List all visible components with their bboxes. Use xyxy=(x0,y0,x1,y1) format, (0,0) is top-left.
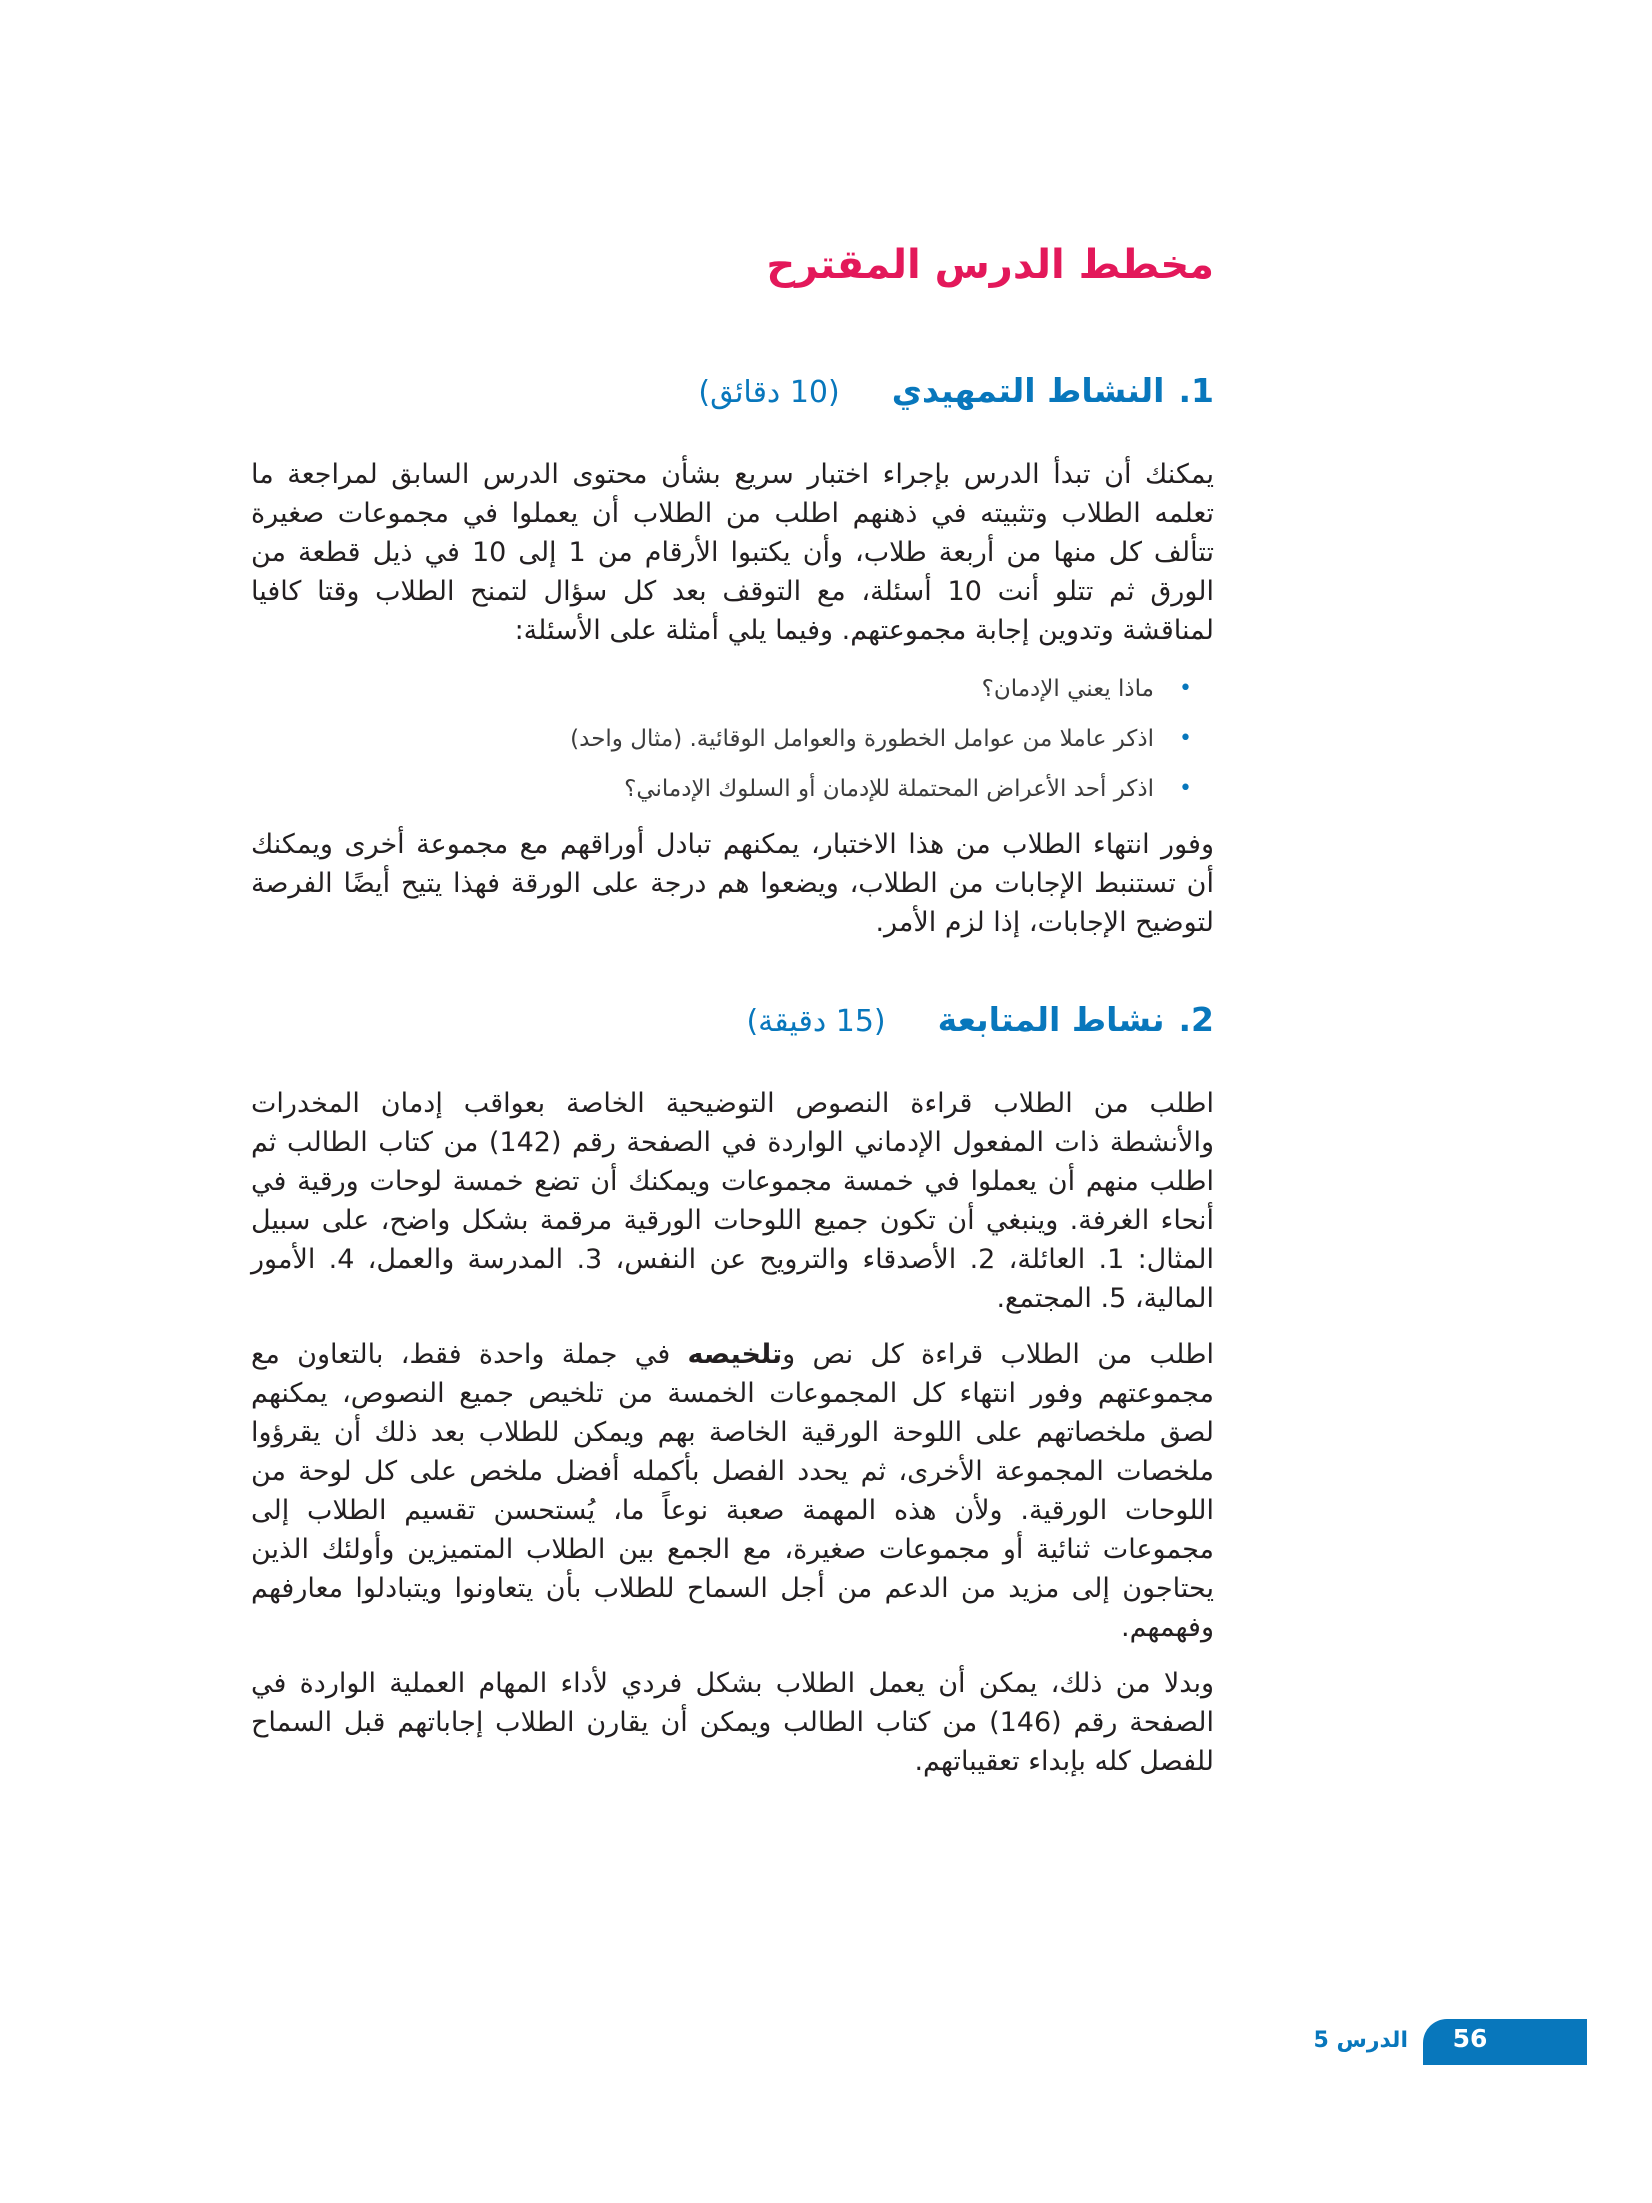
page-number: 56 xyxy=(1452,2024,1488,2053)
section-1-closing: وفور انتهاء الطلاب من هذا الاختبار، يمكنهم تبادل أوراقهم مع مجموعة أخرى ويمكنك أن تستنبط الإجابات من الطلاب، ويضعوا هم درجة على الورقة فهذا يتيح أيضًا الفرصة لتوضيح الإجابات، إذا لزم الأمر. xyxy=(251,829,1214,938)
question-item: • اذكر أحد الأعراض المحتملة للإدمان أو السلوك الإدماني؟ xyxy=(251,773,1214,805)
section-2-paragraph-1: اطلب من الطلاب قراءة النصوص التوضيحية الخاصة بعواقب إدمان المخدرات والأنشطة ذات المفعول الإدماني الواردة في الصفحة رقم (142) من كتاب الطالب ثم اطلب منهم أن يعملوا في خمسة مجموعات ويمكنك أن تضع خمسة لوحات ورقية في أنحاء الغرفة. وينبغي أن تكون جميع اللوحات الورقية مرقمة بشكل واضح، على سبيل المثال: 1. العائلة، 2. الأصدقاء والترويح عن النفس، 3. المدرسة والعمل، 4. الأمور المالية، 5. المجتمع. xyxy=(251,1088,1215,1314)
section-1-intro-block xyxy=(251,455,1214,650)
section-2-heading xyxy=(746,1000,1214,1039)
paragraph-2-start: اطلب من الطلاب قراءة كل نص و xyxy=(782,1339,1214,1370)
question-item: • اذكر عاملا من عوامل الخطورة والعوامل الوقائية. (مثال واحد) xyxy=(251,723,1214,755)
section-2-title: نشاط المتابعة xyxy=(937,1000,1165,1039)
section-2-paragraph-3: وبدلا من ذلك، يمكن أن يعمل الطلاب بشكل فردي لأداء المهام العملية الواردة في الصفحة رقم (146) من كتاب الطالب ويمكن أن يقارن الطلاب إجاباتهم قبل السماح للفصل كله بإبداء تعقيباتهم. xyxy=(251,1668,1214,1777)
section-2-paragraph-2 xyxy=(251,1335,1214,1647)
section-2-number: 2. xyxy=(1178,1000,1214,1039)
summarize-emphasis: تلخيصه xyxy=(687,1339,783,1370)
section-1-heading xyxy=(698,371,1214,410)
section-2-duration: (15 دقيقة) xyxy=(746,1004,886,1039)
section-1-title: النشاط التمهيدي xyxy=(891,371,1165,410)
question-list xyxy=(251,673,1214,805)
section-1-closing-block xyxy=(251,825,1214,942)
section-1-questions-block xyxy=(251,673,1214,823)
section-1-intro: يمكنك أن تبدأ الدرس بإجراء اختبار سريع بشأن محتوى الدرس السابق لمراجعة ما تعلمه الطلاب وتثبيته في ذهنهم اطلب من الطلاب أن يعملوا في مجموعات صغيرة تتألف كل منها من أربعة طلاب، وأن يكتبوا الأرقام من 1 إلى 10 في ذيل قطعة من الورق ثم تتلو أنت 10 أسئلة، مع التوقف بعد كل سؤال لتمنح الطلاب وقتا كافيا لمناقشة وتدوين إجابة مجموعتهم. وفيما يلي أمثلة على الأسئلة: xyxy=(251,459,1214,646)
section-1-duration: (10 دقائق) xyxy=(698,375,840,410)
lesson-label: الدرس 5 xyxy=(1313,2028,1408,2053)
section-2-body xyxy=(251,1084,1214,1781)
section-1-number: 1. xyxy=(1178,371,1214,410)
question-item: • ماذا يعني الإدمان؟ xyxy=(251,673,1214,705)
paragraph-2-rest: في جملة واحدة فقط، بالتعاون مع مجموعتهم وفور انتهاء كل المجموعات الخمسة من تلخيص جميع النصوص، يمكنهم لصق ملخصاتهم على اللوحة الورقية الخاصة بهم ويمكن للطلاب بعد ذلك أن يقرؤوا ملخصات المجموعة الأخرى، ثم يحدد الفصل بأكمله أفضل ملخص على كل لوحة من اللوحات الورقية. ولأن هذه المهمة صعبة نوعاً ما، يُستحسن تقسيم الطلاب إلى مجموعات ثنائية أو مجموعات صغيرة، مع الجمع بين الطلاب المتميزين وأولئك الذين يحتاجون إلى مزيد من الدعم من أجل السماح للطلاب بأن يتعاونوا ويتبادلوا معارفهم وفهمهم. xyxy=(251,1339,1214,1643)
page-title: مخطط الدرس المقترح xyxy=(766,242,1214,288)
